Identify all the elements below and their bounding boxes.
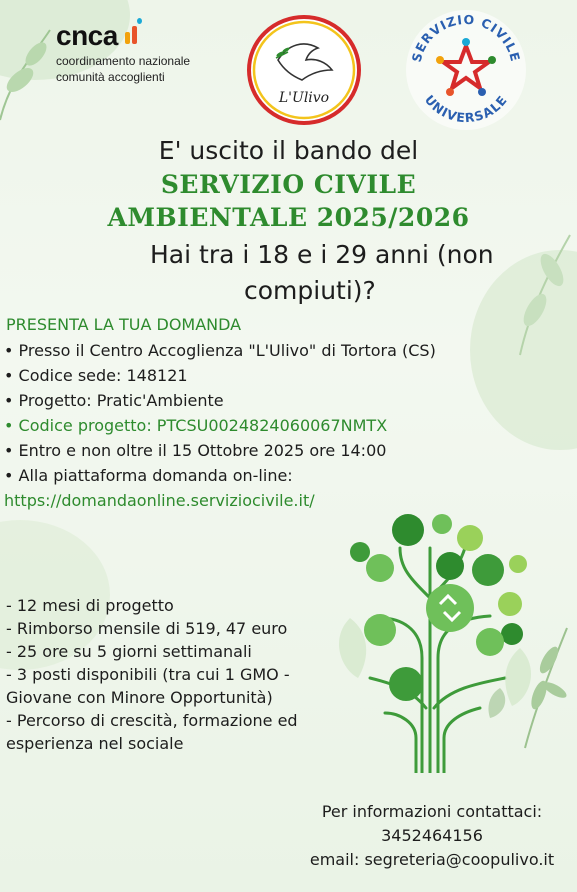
ulivo-logo <box>246 14 362 126</box>
earth-icon <box>472 554 504 586</box>
sprout-icon <box>501 623 523 645</box>
eco-tree-illustration <box>330 508 540 773</box>
cnca-wordmark: cnca <box>56 20 118 51</box>
headline-intro: E' uscito il bando del <box>158 136 419 165</box>
project-benefits <box>6 594 346 755</box>
benefit-duration: - 12 mesi di progetto <box>6 596 174 615</box>
cnca-logo <box>56 20 190 84</box>
benefit-growth: - Percorso di crescità, formazione ed esperienza nel sociale <box>6 711 298 753</box>
bulb-icon <box>432 514 452 534</box>
detail-project-code: • Codice progetto: PTCSU0024824060067NMTX <box>4 416 388 435</box>
headline-age-question-end: compiuti)? <box>244 276 376 305</box>
contact-email[interactable]: email: segreteria@coopulivo.it <box>309 850 555 869</box>
detail-platform: • Alla piattaforma domanda on-line: <box>4 466 293 485</box>
ulivo-logo-text: L'Ulivo <box>278 90 330 106</box>
scu-text-bottom: UNIVERSALE <box>421 92 511 126</box>
scu-text-top: SERVIZIO CIVILE <box>408 11 524 64</box>
cnca-subtitle-2: comunità accoglienti <box>56 70 165 84</box>
contact-info <box>296 800 568 872</box>
gear-icon <box>457 525 483 551</box>
headline-age-question: Hai tra i 18 e i 29 anni (non <box>150 240 494 269</box>
cnca-bars-icon <box>125 20 143 50</box>
plant-icon <box>498 592 522 616</box>
detail-site-code: • Codice sede: 148121 <box>4 366 188 385</box>
application-details <box>4 312 564 513</box>
headline-ambientale: AMBIENTALE 2025/2026 <box>107 203 470 232</box>
wind-icon <box>476 628 504 656</box>
benefit-reimbursement: - Rimborso mensile di 519, 47 euro <box>6 619 288 638</box>
bicycle-icon <box>436 552 464 580</box>
cnca-subtitle-1: coordinamento nazionale <box>56 54 191 68</box>
contact-label: Per informazioni contattaci: <box>321 802 543 821</box>
servizio-civile-universale-logo <box>402 6 530 134</box>
headline-servizio-civile: SERVIZIO CIVILE <box>160 170 417 199</box>
trash-icon <box>389 667 423 701</box>
detail-deadline: • Entro e non oltre il 15 Ottobre 2025 ore 14:00 <box>4 441 387 460</box>
section-title-apply: PRESENTA LA TUA DOMANDA <box>6 315 242 334</box>
benefit-positions: - 3 posti disponibili (tra cui 1 GMO - Giovane con Minore Opportunità) <box>6 665 290 707</box>
contact-phone[interactable]: 3452464156 <box>381 826 483 845</box>
platform-link[interactable]: https://domandaonline.serviziocivile.it/ <box>4 491 315 510</box>
leaf-decoration-top-left <box>0 20 60 130</box>
leaf-circle-icon <box>366 554 394 582</box>
benefit-hours: - 25 ore su 5 giorni settimanali <box>6 642 252 661</box>
recycle-icon <box>426 584 474 632</box>
detail-location: • Presso il Centro Accoglienza "L'Ulivo" di Tortora (CS) <box>4 341 436 360</box>
house-icon <box>350 542 370 562</box>
detail-project: • Progetto: Pratic'Ambiente <box>4 391 224 410</box>
leaves-icon <box>364 614 396 646</box>
eco-icon <box>392 514 424 546</box>
water-drop-icon <box>509 555 527 573</box>
